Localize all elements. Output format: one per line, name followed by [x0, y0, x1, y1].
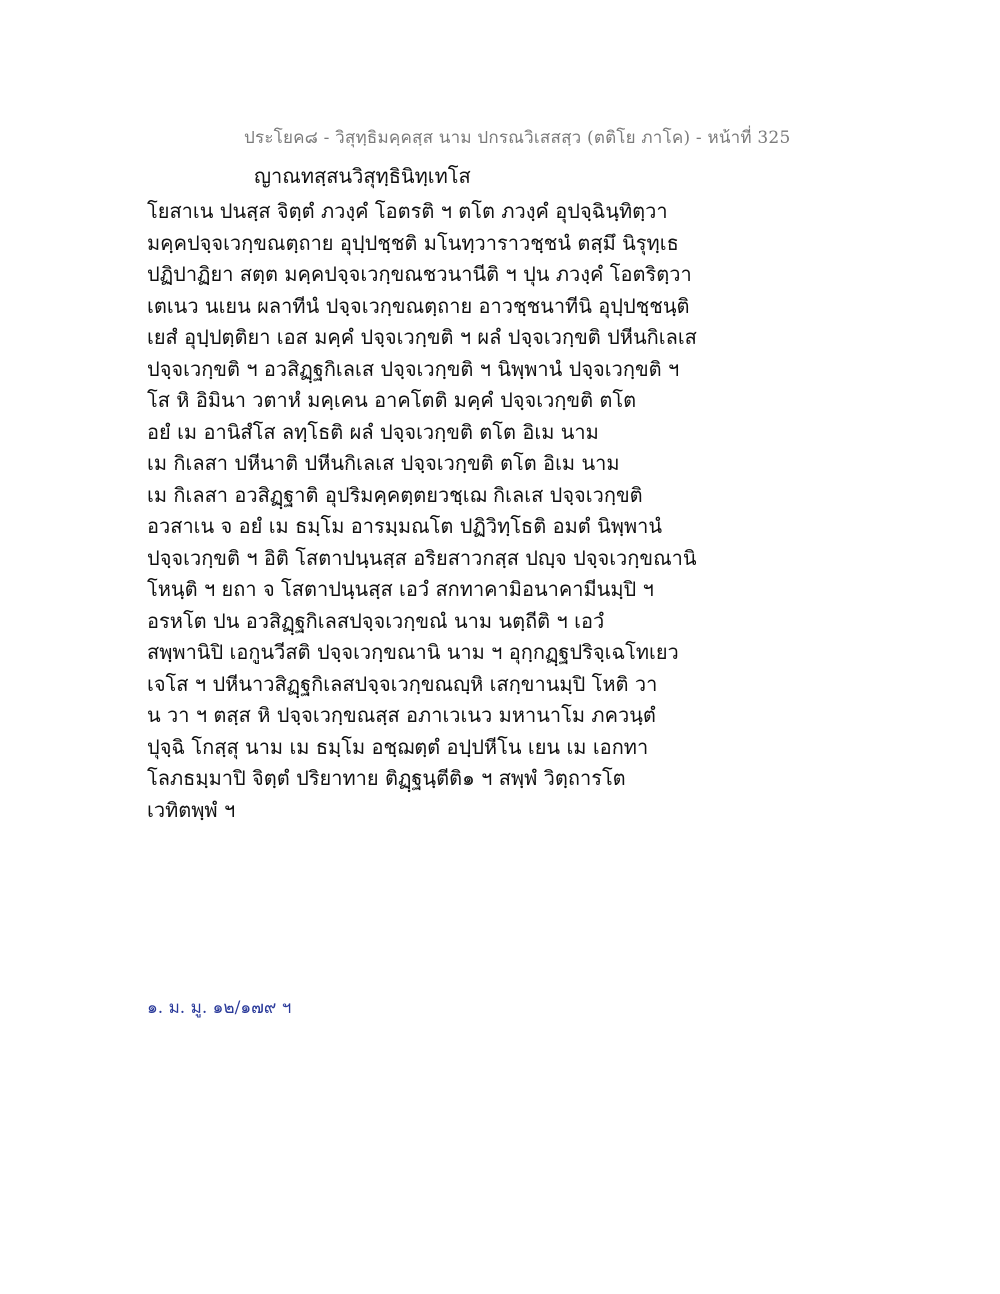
- text-line: ปฏิปาฏิยา สตฺต มคฺคปจฺจเวกฺขณชวนานีติ ฯ ปุน ภวงฺคํ โอตริตฺวา: [147, 262, 692, 286]
- footnote: ๑. ม. มู. ๑๒/๑๗๙ ฯ: [147, 998, 292, 1018]
- text-line: อวสาเน จ อยํ เม ธมฺโม อารมฺมณโต ปฏิวิทฺโธติ อมตํ นิพฺพานํ: [147, 514, 663, 538]
- text-line: เม กิเลสา อวสิฏฺฐาติ อุปริมคฺคตฺตยวชฺเฌ กิเลเส ปจฺจเวกฺขติ: [147, 482, 643, 507]
- text-line: เวทิตพฺพํ ฯ: [147, 797, 236, 822]
- text-line: ปจฺจเวกฺขติ ฯ อิติ โสตาปนฺนสฺส อริยสาวกสฺส ปญฺจ ปจฺจเวกฺขณานิ: [147, 545, 697, 570]
- text-line: อรหโต ปน อวสิฏฺฐกิเลสปจฺจเวกฺขณํ นาม นตฺถีติ ฯ เอวํ: [147, 608, 605, 633]
- text-line: อยํ เม อานิสํโส ลทฺโธติ ผลํ ปจฺจเวกฺขติ ตโต อิเม นาม: [147, 419, 599, 444]
- text-line: โลภธมฺมาปิ จิตฺตํ ปริยาทาย ติฏฺฐนฺตีติ๑ ฯ สพฺพํ วิตฺถารโต: [147, 766, 626, 790]
- text-line: เตเนว นเยน ผลาทีนํ ปจฺจเวกฺขณตฺถาย อาวชฺชนาทีนิ อุปฺปชฺชนฺติ: [147, 293, 690, 318]
- text-line: โหนฺติ ฯ ยถา จ โสตาปนฺนสฺส เอวํ สกทาคามิอนาคามีนมฺปิ ฯ: [147, 577, 654, 601]
- section-title: ญาณทสฺสนวิสุทฺธินิทฺเทโส: [254, 164, 471, 188]
- text-line: ปจฺจเวกฺขติ ฯ อวสิฏฺฐกิเลเส ปจฺจเวกฺขติ ฯ นิพฺพานํ ปจฺจเวกฺขติ ฯ: [147, 356, 680, 381]
- text-line: เจโส ฯ ปหีนาวสิฏฺฐกิเลสปจฺจเวกฺขณญฺหิ เสกฺขานมฺปิ โหติ วา: [147, 671, 658, 696]
- text-line: โส หิ อิมินา วตาหํ มคฺเคน อาคโตติ มคฺคํ ปจฺจเวกฺขติ ตโต: [147, 388, 637, 412]
- text-line: สพฺพานิปิ เอกูนวีสติ ปจฺจเวกฺขณานิ นาม ฯ อุกฺกฏฺฐปริจฺเฉโทเยว: [147, 640, 679, 664]
- text-line: มคฺคปจฺจเวกฺขณตฺถาย อุปฺปชฺชติ มโนทฺวาราวชฺชนํ ตสฺมึ นิรุทฺเธ: [147, 230, 679, 255]
- body-text: [147, 196, 867, 826]
- running-header: ประโยค๘ - วิสุทฺธิมคฺคสฺส นาม ปกรณวิเสสสฺว (ตติโย ภาโค) - หน้าที่ 325: [244, 128, 791, 148]
- text-line: โยสาเน ปนสฺส จิตฺตํ ภวงฺคํ โอตรติ ฯ ตโต ภวงฺคํ อุปจฺฉินฺทิตฺวา: [147, 199, 668, 223]
- text-line: น วา ฯ ตสฺส หิ ปจฺจเวกฺขณสฺส อภาเวเนว มหานาโม ภควนฺตํ: [147, 703, 656, 727]
- text-line: เม กิเลสา ปหีนาติ ปหีนกิเลเส ปจฺจเวกฺขติ ตโต อิเม นาม: [147, 451, 620, 475]
- text-line: ปุจฺฉิ โกสฺสุ นาม เม ธมฺโม อชฺฌตฺตํ อปฺปหีโน เยน เม เอกทา: [147, 734, 649, 759]
- text-line: เยสํ อุปฺปตฺติยา เอส มคฺคํ ปจฺจเวกฺขติ ฯ ผลํ ปจฺจเวกฺขติ ปหีนกิเลเส: [147, 325, 697, 349]
